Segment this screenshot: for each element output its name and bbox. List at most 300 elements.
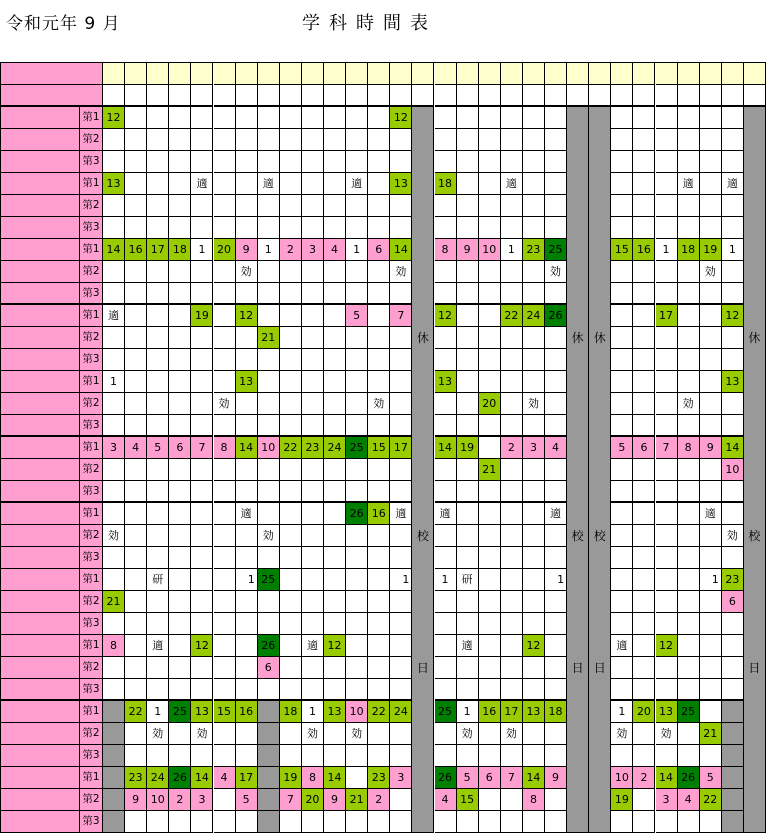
timetable-cell[interactable]: [191, 349, 213, 371]
timetable-cell[interactable]: 2: [501, 437, 523, 459]
timetable-cell[interactable]: [191, 327, 213, 349]
timetable-cell[interactable]: [611, 745, 633, 767]
timetable-cell[interactable]: [633, 349, 655, 371]
timetable-cell[interactable]: [147, 371, 169, 393]
timetable-cell[interactable]: [722, 415, 744, 437]
timetable-cell[interactable]: [457, 151, 479, 173]
timetable-cell[interactable]: [722, 283, 744, 305]
timetable-cell[interactable]: [700, 107, 722, 129]
timetable-cell[interactable]: [236, 481, 258, 503]
timetable-cell[interactable]: [258, 261, 280, 283]
timetable-cell[interactable]: [302, 679, 324, 701]
timetable-cell[interactable]: [457, 107, 479, 129]
timetable-cell[interactable]: [700, 327, 722, 349]
timetable-cell[interactable]: [479, 261, 501, 283]
timetable-cell[interactable]: 12: [523, 635, 545, 657]
timetable-cell[interactable]: 10: [722, 459, 744, 481]
timetable-cell[interactable]: 8: [523, 789, 545, 811]
timetable-cell[interactable]: [236, 745, 258, 767]
timetable-cell[interactable]: [611, 349, 633, 371]
timetable-cell[interactable]: [545, 129, 567, 151]
timetable-cell[interactable]: [280, 173, 302, 195]
timetable-cell[interactable]: [633, 261, 655, 283]
timetable-cell[interactable]: [368, 415, 390, 437]
timetable-cell[interactable]: 2: [169, 789, 191, 811]
timetable-cell[interactable]: [545, 547, 567, 569]
timetable-cell[interactable]: [523, 327, 545, 349]
timetable-cell[interactable]: [633, 679, 655, 701]
timetable-cell[interactable]: 13: [435, 371, 457, 393]
timetable-cell[interactable]: [523, 811, 545, 833]
timetable-cell[interactable]: [302, 415, 324, 437]
timetable-cell[interactable]: 4: [214, 767, 236, 789]
timetable-cell[interactable]: [147, 283, 169, 305]
timetable-cell[interactable]: [457, 745, 479, 767]
timetable-cell[interactable]: 25: [346, 437, 368, 459]
timetable-cell[interactable]: [435, 415, 457, 437]
timetable-cell[interactable]: [435, 679, 457, 701]
timetable-cell[interactable]: [324, 415, 346, 437]
timetable-cell[interactable]: [633, 415, 655, 437]
timetable-cell[interactable]: [103, 701, 125, 723]
timetable-cell[interactable]: [523, 481, 545, 503]
timetable-cell[interactable]: [633, 217, 655, 239]
timetable-cell[interactable]: [302, 195, 324, 217]
timetable-cell[interactable]: [368, 129, 390, 151]
timetable-cell[interactable]: [435, 217, 457, 239]
timetable-cell[interactable]: [479, 107, 501, 129]
timetable-cell[interactable]: [545, 635, 567, 657]
timetable-cell[interactable]: 効: [501, 723, 523, 745]
timetable-cell[interactable]: 7: [390, 305, 412, 327]
timetable-cell[interactable]: 14: [236, 437, 258, 459]
timetable-cell[interactable]: 15: [457, 789, 479, 811]
timetable-cell[interactable]: 15: [611, 239, 633, 261]
timetable-cell[interactable]: 2: [368, 789, 390, 811]
timetable-cell[interactable]: [324, 745, 346, 767]
timetable-cell[interactable]: [191, 547, 213, 569]
timetable-cell[interactable]: [545, 371, 567, 393]
timetable-cell[interactable]: [258, 789, 280, 811]
timetable-cell[interactable]: [611, 195, 633, 217]
timetable-cell[interactable]: [700, 151, 722, 173]
timetable-cell[interactable]: [435, 129, 457, 151]
timetable-cell[interactable]: [390, 195, 412, 217]
timetable-cell[interactable]: 18: [678, 239, 700, 261]
timetable-cell[interactable]: [214, 305, 236, 327]
timetable-cell[interactable]: [346, 283, 368, 305]
timetable-cell[interactable]: [700, 349, 722, 371]
timetable-cell[interactable]: [479, 195, 501, 217]
timetable-cell[interactable]: [214, 723, 236, 745]
timetable-cell[interactable]: [656, 217, 678, 239]
timetable-cell[interactable]: [457, 415, 479, 437]
timetable-cell[interactable]: [457, 305, 479, 327]
timetable-cell[interactable]: [125, 283, 147, 305]
timetable-cell[interactable]: [611, 371, 633, 393]
timetable-cell[interactable]: [390, 217, 412, 239]
timetable-cell[interactable]: 効: [656, 723, 678, 745]
timetable-cell[interactable]: [722, 217, 744, 239]
timetable-cell[interactable]: [214, 547, 236, 569]
timetable-cell[interactable]: [346, 525, 368, 547]
timetable-cell[interactable]: [169, 107, 191, 129]
timetable-cell[interactable]: [678, 503, 700, 525]
timetable-cell[interactable]: [125, 327, 147, 349]
timetable-cell[interactable]: 10: [258, 437, 280, 459]
timetable-cell[interactable]: [191, 811, 213, 833]
timetable-cell[interactable]: [368, 195, 390, 217]
timetable-cell[interactable]: [656, 481, 678, 503]
timetable-cell[interactable]: 8: [214, 437, 236, 459]
timetable-cell[interactable]: 7: [656, 437, 678, 459]
timetable-cell[interactable]: 3: [103, 437, 125, 459]
timetable-cell[interactable]: [545, 393, 567, 415]
timetable-cell[interactable]: [169, 547, 191, 569]
timetable-cell[interactable]: 研: [457, 569, 479, 591]
timetable-cell[interactable]: [435, 657, 457, 679]
timetable-cell[interactable]: [678, 657, 700, 679]
timetable-cell[interactable]: [214, 613, 236, 635]
timetable-cell[interactable]: [103, 569, 125, 591]
timetable-cell[interactable]: [214, 151, 236, 173]
timetable-cell[interactable]: 19: [280, 767, 302, 789]
timetable-cell[interactable]: [191, 371, 213, 393]
timetable-cell[interactable]: [545, 745, 567, 767]
timetable-cell[interactable]: [479, 657, 501, 679]
timetable-cell[interactable]: [125, 569, 147, 591]
timetable-cell[interactable]: 適: [435, 503, 457, 525]
timetable-cell[interactable]: [479, 481, 501, 503]
timetable-cell[interactable]: [656, 195, 678, 217]
timetable-cell[interactable]: 22: [125, 701, 147, 723]
timetable-cell[interactable]: 効: [147, 723, 169, 745]
timetable-cell[interactable]: [236, 525, 258, 547]
timetable-cell[interactable]: [258, 547, 280, 569]
timetable-cell[interactable]: [523, 261, 545, 283]
timetable-cell[interactable]: 1: [191, 239, 213, 261]
timetable-cell[interactable]: 23: [125, 767, 147, 789]
timetable-cell[interactable]: [700, 173, 722, 195]
timetable-cell[interactable]: [147, 657, 169, 679]
timetable-cell[interactable]: [191, 107, 213, 129]
timetable-cell[interactable]: [147, 525, 169, 547]
timetable-cell[interactable]: [457, 393, 479, 415]
timetable-cell[interactable]: 適: [678, 173, 700, 195]
timetable-cell[interactable]: [611, 591, 633, 613]
timetable-cell[interactable]: [656, 151, 678, 173]
timetable-cell[interactable]: [169, 745, 191, 767]
timetable-cell[interactable]: 適: [611, 635, 633, 657]
timetable-cell[interactable]: 12: [656, 635, 678, 657]
timetable-cell[interactable]: [147, 613, 169, 635]
timetable-cell[interactable]: [435, 723, 457, 745]
timetable-cell[interactable]: [501, 635, 523, 657]
timetable-cell[interactable]: [169, 283, 191, 305]
timetable-cell[interactable]: [302, 459, 324, 481]
timetable-cell[interactable]: [633, 371, 655, 393]
timetable-cell[interactable]: [633, 393, 655, 415]
timetable-cell[interactable]: [236, 459, 258, 481]
timetable-cell[interactable]: [700, 811, 722, 833]
timetable-cell[interactable]: 13: [523, 701, 545, 723]
timetable-cell[interactable]: [103, 327, 125, 349]
timetable-cell[interactable]: [191, 129, 213, 151]
timetable-cell[interactable]: 26: [678, 767, 700, 789]
timetable-cell[interactable]: 18: [545, 701, 567, 723]
timetable-cell[interactable]: [633, 811, 655, 833]
timetable-cell[interactable]: [678, 217, 700, 239]
timetable-cell[interactable]: [700, 701, 722, 723]
timetable-cell[interactable]: 10: [479, 239, 501, 261]
timetable-cell[interactable]: 効: [611, 723, 633, 745]
timetable-cell[interactable]: [258, 723, 280, 745]
timetable-cell[interactable]: [214, 129, 236, 151]
timetable-cell[interactable]: 14: [324, 767, 346, 789]
timetable-cell[interactable]: [501, 151, 523, 173]
timetable-cell[interactable]: [214, 107, 236, 129]
timetable-cell[interactable]: [147, 327, 169, 349]
timetable-cell[interactable]: [103, 547, 125, 569]
timetable-cell[interactable]: [656, 371, 678, 393]
timetable-cell[interactable]: 13: [722, 371, 744, 393]
timetable-cell[interactable]: [103, 745, 125, 767]
timetable-cell[interactable]: 1: [346, 239, 368, 261]
timetable-cell[interactable]: [147, 591, 169, 613]
timetable-cell[interactable]: [169, 327, 191, 349]
timetable-cell[interactable]: [678, 745, 700, 767]
timetable-cell[interactable]: [545, 591, 567, 613]
timetable-cell[interactable]: [435, 745, 457, 767]
timetable-cell[interactable]: [324, 811, 346, 833]
timetable-cell[interactable]: [169, 261, 191, 283]
timetable-cell[interactable]: [302, 811, 324, 833]
timetable-cell[interactable]: [678, 525, 700, 547]
timetable-cell[interactable]: 18: [169, 239, 191, 261]
timetable-cell[interactable]: [368, 151, 390, 173]
timetable-cell[interactable]: [169, 371, 191, 393]
timetable-cell[interactable]: 適: [545, 503, 567, 525]
timetable-cell[interactable]: [103, 459, 125, 481]
timetable-cell[interactable]: [457, 613, 479, 635]
timetable-cell[interactable]: [258, 613, 280, 635]
timetable-cell[interactable]: [633, 107, 655, 129]
timetable-cell[interactable]: 7: [280, 789, 302, 811]
timetable-cell[interactable]: [236, 547, 258, 569]
timetable-cell[interactable]: [501, 525, 523, 547]
timetable-cell[interactable]: [169, 459, 191, 481]
timetable-cell[interactable]: [633, 569, 655, 591]
timetable-cell[interactable]: [125, 129, 147, 151]
timetable-cell[interactable]: [633, 635, 655, 657]
timetable-cell[interactable]: [435, 547, 457, 569]
timetable-cell[interactable]: 4: [678, 789, 700, 811]
timetable-cell[interactable]: [611, 811, 633, 833]
timetable-cell[interactable]: [169, 305, 191, 327]
timetable-cell[interactable]: [633, 503, 655, 525]
timetable-cell[interactable]: 13: [324, 701, 346, 723]
timetable-cell[interactable]: [390, 481, 412, 503]
timetable-cell[interactable]: [390, 371, 412, 393]
timetable-cell[interactable]: [324, 591, 346, 613]
timetable-cell[interactable]: 16: [125, 239, 147, 261]
timetable-cell[interactable]: 効: [302, 723, 324, 745]
timetable-cell[interactable]: 4: [435, 789, 457, 811]
timetable-cell[interactable]: 21: [479, 459, 501, 481]
timetable-cell[interactable]: [457, 349, 479, 371]
timetable-cell[interactable]: [346, 261, 368, 283]
timetable-cell[interactable]: [324, 261, 346, 283]
timetable-cell[interactable]: 17: [390, 437, 412, 459]
timetable-cell[interactable]: 13: [191, 701, 213, 723]
timetable-cell[interactable]: [236, 195, 258, 217]
timetable-cell[interactable]: 効: [103, 525, 125, 547]
timetable-cell[interactable]: [633, 723, 655, 745]
timetable-cell[interactable]: [611, 393, 633, 415]
timetable-cell[interactable]: 1: [611, 701, 633, 723]
timetable-cell[interactable]: [236, 591, 258, 613]
timetable-cell[interactable]: [501, 327, 523, 349]
timetable-cell[interactable]: 23: [523, 239, 545, 261]
timetable-cell[interactable]: 3: [523, 437, 545, 459]
timetable-cell[interactable]: [501, 613, 523, 635]
timetable-cell[interactable]: [678, 195, 700, 217]
timetable-cell[interactable]: 12: [191, 635, 213, 657]
timetable-cell[interactable]: [545, 723, 567, 745]
timetable-cell[interactable]: [656, 657, 678, 679]
timetable-cell[interactable]: [169, 349, 191, 371]
timetable-cell[interactable]: [258, 151, 280, 173]
timetable-cell[interactable]: 6: [479, 767, 501, 789]
timetable-cell[interactable]: [125, 591, 147, 613]
timetable-cell[interactable]: 効: [346, 723, 368, 745]
timetable-cell[interactable]: [457, 547, 479, 569]
timetable-cell[interactable]: [545, 283, 567, 305]
timetable-cell[interactable]: [678, 415, 700, 437]
timetable-cell[interactable]: [368, 635, 390, 657]
timetable-cell[interactable]: 12: [390, 107, 412, 129]
timetable-cell[interactable]: [479, 151, 501, 173]
timetable-cell[interactable]: [125, 481, 147, 503]
timetable-cell[interactable]: [214, 283, 236, 305]
timetable-cell[interactable]: [501, 349, 523, 371]
timetable-cell[interactable]: [501, 283, 523, 305]
timetable-cell[interactable]: [678, 569, 700, 591]
timetable-cell[interactable]: [103, 679, 125, 701]
timetable-cell[interactable]: [523, 503, 545, 525]
timetable-cell[interactable]: [258, 481, 280, 503]
timetable-cell[interactable]: [302, 173, 324, 195]
timetable-cell[interactable]: [169, 569, 191, 591]
timetable-cell[interactable]: [700, 525, 722, 547]
timetable-cell[interactable]: [656, 327, 678, 349]
timetable-cell[interactable]: 6: [169, 437, 191, 459]
timetable-cell[interactable]: [147, 151, 169, 173]
timetable-cell[interactable]: [103, 393, 125, 415]
timetable-cell[interactable]: [700, 745, 722, 767]
timetable-cell[interactable]: [280, 635, 302, 657]
timetable-cell[interactable]: 13: [656, 701, 678, 723]
timetable-cell[interactable]: [722, 701, 744, 723]
timetable-cell[interactable]: [191, 503, 213, 525]
timetable-cell[interactable]: [302, 503, 324, 525]
timetable-cell[interactable]: 14: [523, 767, 545, 789]
timetable-cell[interactable]: [678, 613, 700, 635]
timetable-cell[interactable]: [169, 173, 191, 195]
timetable-cell[interactable]: [214, 415, 236, 437]
timetable-cell[interactable]: [147, 547, 169, 569]
timetable-cell[interactable]: [457, 459, 479, 481]
timetable-cell[interactable]: [722, 767, 744, 789]
timetable-cell[interactable]: 3: [302, 239, 324, 261]
timetable-cell[interactable]: [147, 217, 169, 239]
timetable-cell[interactable]: 14: [191, 767, 213, 789]
timetable-cell[interactable]: [125, 261, 147, 283]
timetable-cell[interactable]: [302, 525, 324, 547]
timetable-cell[interactable]: [103, 767, 125, 789]
timetable-cell[interactable]: 22: [501, 305, 523, 327]
timetable-cell[interactable]: [258, 679, 280, 701]
timetable-cell[interactable]: [302, 261, 324, 283]
timetable-cell[interactable]: [280, 415, 302, 437]
timetable-cell[interactable]: [191, 217, 213, 239]
timetable-cell[interactable]: [302, 327, 324, 349]
timetable-cell[interactable]: [678, 481, 700, 503]
timetable-cell[interactable]: [390, 151, 412, 173]
timetable-cell[interactable]: 15: [368, 437, 390, 459]
timetable-cell[interactable]: [479, 129, 501, 151]
timetable-cell[interactable]: [324, 679, 346, 701]
timetable-cell[interactable]: [368, 525, 390, 547]
timetable-cell[interactable]: [169, 723, 191, 745]
timetable-cell[interactable]: [656, 591, 678, 613]
timetable-cell[interactable]: 21: [346, 789, 368, 811]
timetable-cell[interactable]: [457, 217, 479, 239]
timetable-cell[interactable]: [302, 151, 324, 173]
timetable-cell[interactable]: 13: [103, 173, 125, 195]
timetable-cell[interactable]: [214, 657, 236, 679]
timetable-cell[interactable]: 26: [169, 767, 191, 789]
timetable-cell[interactable]: [545, 151, 567, 173]
timetable-cell[interactable]: [324, 723, 346, 745]
timetable-cell[interactable]: [611, 107, 633, 129]
timetable-cell[interactable]: [125, 349, 147, 371]
timetable-cell[interactable]: 12: [435, 305, 457, 327]
timetable-cell[interactable]: [103, 151, 125, 173]
timetable-cell[interactable]: [302, 371, 324, 393]
timetable-cell[interactable]: [390, 723, 412, 745]
timetable-cell[interactable]: [324, 569, 346, 591]
timetable-cell[interactable]: [125, 679, 147, 701]
timetable-cell[interactable]: 適: [302, 635, 324, 657]
timetable-cell[interactable]: [722, 745, 744, 767]
timetable-cell[interactable]: [633, 525, 655, 547]
timetable-cell[interactable]: [633, 481, 655, 503]
timetable-cell[interactable]: [191, 459, 213, 481]
timetable-cell[interactable]: [457, 503, 479, 525]
timetable-cell[interactable]: [722, 503, 744, 525]
timetable-cell[interactable]: [368, 349, 390, 371]
timetable-cell[interactable]: 16: [368, 503, 390, 525]
timetable-cell[interactable]: [302, 613, 324, 635]
timetable-cell[interactable]: [125, 415, 147, 437]
timetable-cell[interactable]: [545, 613, 567, 635]
timetable-cell[interactable]: [169, 613, 191, 635]
timetable-cell[interactable]: [479, 371, 501, 393]
timetable-cell[interactable]: [722, 393, 744, 415]
timetable-cell[interactable]: [611, 415, 633, 437]
timetable-cell[interactable]: 20: [479, 393, 501, 415]
